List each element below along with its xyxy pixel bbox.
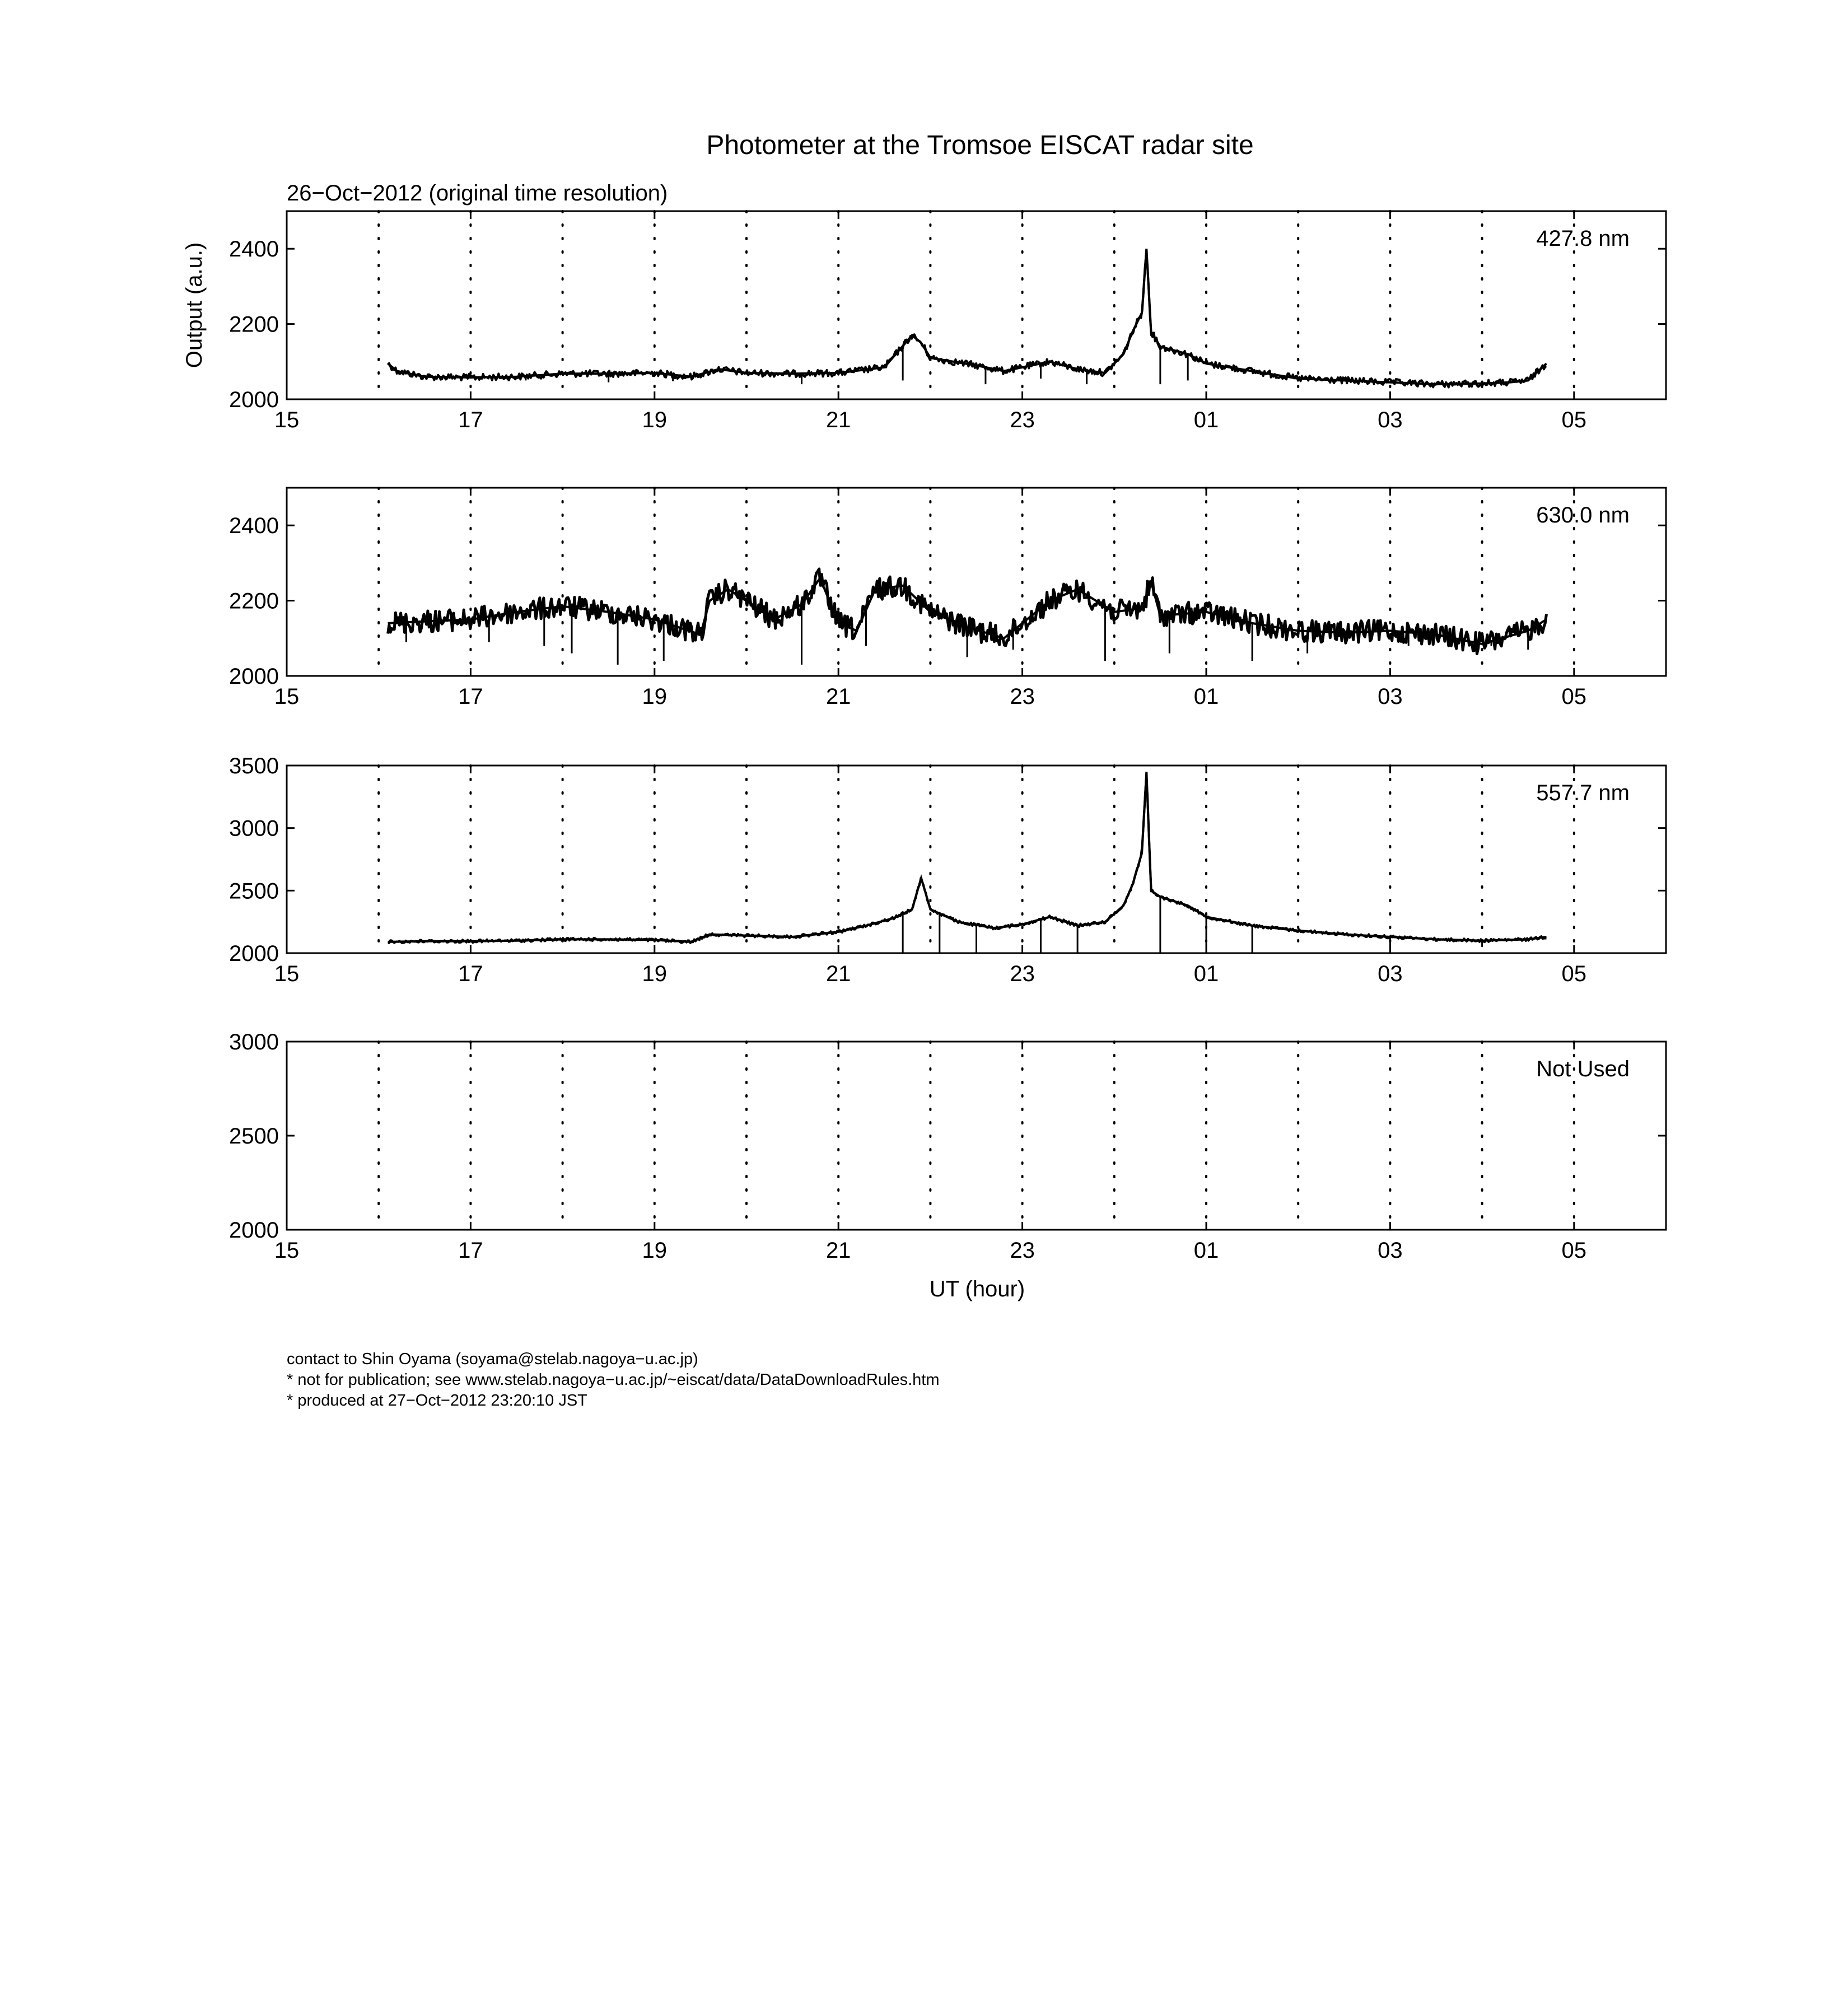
x-tick-label: 21 — [825, 408, 851, 432]
x-tick-label: 23 — [1010, 684, 1035, 709]
panel-4 — [229, 1030, 1666, 1263]
panel-2 — [229, 488, 1666, 709]
x-tick-label: 01 — [1193, 408, 1219, 432]
x-tick-label: 03 — [1378, 1238, 1403, 1263]
x-tick-label: 05 — [1561, 684, 1587, 709]
x-tick-label: 01 — [1193, 962, 1219, 986]
y-tick-label: 3000 — [229, 816, 279, 841]
y-tick-label: 2200 — [229, 312, 279, 337]
series-line — [388, 255, 1547, 387]
x-tick-label: 17 — [458, 684, 483, 709]
x-tick-label: 19 — [642, 962, 668, 986]
series-peaks — [388, 249, 1547, 384]
x-tick-label: 17 — [458, 408, 483, 432]
x-tick-label: 23 — [1010, 408, 1035, 432]
y-tick-label: 2200 — [229, 589, 279, 614]
axes-frame — [287, 1042, 1666, 1230]
y-tick-label: 3000 — [229, 1030, 279, 1054]
footer-rules: * not for publication; see www.stelab.nagoya−u.ac.jp/~eiscat/data/DataDownloadRules.htm — [287, 1371, 940, 1389]
x-axis-label: UT (hour) — [929, 1277, 1025, 1301]
x-tick-label: 21 — [825, 1238, 851, 1263]
x-tick-label: 17 — [458, 1238, 483, 1263]
x-tick-label: 15 — [274, 1238, 300, 1263]
y-tick-label: 2400 — [229, 237, 279, 262]
x-tick-label: 03 — [1378, 962, 1403, 986]
x-tick-label: 05 — [1561, 962, 1587, 986]
axes-frame — [287, 211, 1666, 399]
x-tick-label: 01 — [1193, 1238, 1219, 1263]
y-tick-label: 2000 — [229, 388, 279, 412]
x-tick-label: 01 — [1193, 684, 1219, 709]
series-peaks — [388, 772, 1547, 942]
channel-label: 630.0 nm — [1536, 503, 1630, 528]
x-tick-label: 23 — [1010, 1238, 1035, 1263]
y-tick-label: 2000 — [229, 1218, 279, 1243]
x-tick-label: 05 — [1561, 1238, 1587, 1263]
x-tick-label: 05 — [1561, 408, 1587, 432]
x-tick-label: 21 — [825, 684, 851, 709]
x-tick-label: 19 — [642, 1238, 668, 1263]
channel-label: 427.8 nm — [1536, 226, 1630, 251]
y-tick-label: 2000 — [229, 941, 279, 966]
figure-subtitle: 26−Oct−2012 (original time resolution) — [287, 181, 668, 206]
channel-label: 557.7 nm — [1536, 781, 1630, 805]
y-tick-label: 2400 — [229, 514, 279, 539]
x-tick-label: 03 — [1378, 408, 1403, 432]
x-tick-label: 17 — [458, 962, 483, 986]
y-tick-label: 2000 — [229, 664, 279, 689]
y-tick-label: 2500 — [229, 879, 279, 904]
x-tick-label: 15 — [274, 684, 300, 709]
footer-contact: contact to Shin Oyama (soyama@stelab.nagoya−u.ac.jp) — [287, 1350, 698, 1368]
y-tick-label: 2500 — [229, 1124, 279, 1149]
x-tick-label: 15 — [274, 408, 300, 432]
series-line — [388, 780, 1547, 943]
x-tick-label: 23 — [1010, 962, 1035, 986]
panels — [229, 211, 1666, 1263]
figure-title: Photometer at the Tromsoe EISCAT radar site — [706, 130, 1254, 160]
x-tick-label: 19 — [642, 408, 668, 432]
y-axis-label: Output (a.u.) — [182, 242, 207, 368]
panel-3 — [229, 754, 1666, 986]
footer-produced: * produced at 27−Oct−2012 23:20:10 JST — [287, 1392, 587, 1410]
panel-1 — [229, 211, 1666, 432]
x-tick-label: 15 — [274, 962, 300, 986]
x-tick-label: 19 — [642, 684, 668, 709]
axes-frame — [287, 488, 1666, 676]
x-tick-label: 03 — [1378, 684, 1403, 709]
y-tick-label: 3500 — [229, 754, 279, 778]
channel-label: Not Used — [1536, 1057, 1630, 1081]
x-tick-label: 21 — [825, 962, 851, 986]
